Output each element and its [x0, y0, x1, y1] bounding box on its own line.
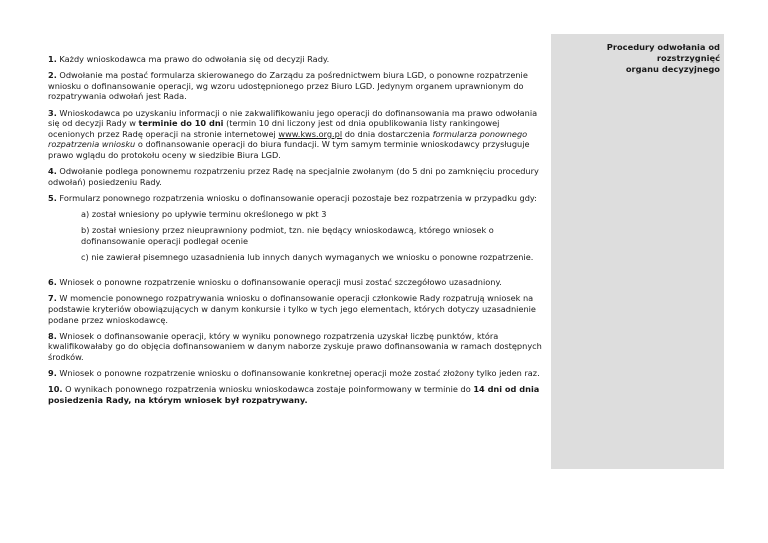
paragraph-number: 10.: [48, 384, 63, 395]
document-body: [48, 54, 544, 411]
paragraph-text: Każdy wnioskodawca ma prawo do odwołania się od decyzji Rady.: [56, 54, 330, 64]
paragraph-9: [48, 368, 544, 379]
paragraph-number: 8.: [48, 330, 57, 341]
paragraph-text: Wniosek o ponowne rozpatrzenie wniosku o dofinansowanie operacji musi zostać szczegółowo uzasadniony.: [56, 277, 502, 288]
paragraph-7: [48, 293, 544, 325]
paragraph-text: W momencie ponownego rozpatrywania wniosku o dofinansowanie operacji członkowie Rady rozpatrują wniosek na podstawie kryteriów obowiązujących w danym konkursie i tylko w tych jego elementach, których dotyczy uzasadnienie podane przez wnioskodawcę.: [48, 293, 536, 325]
spacer: [48, 268, 544, 277]
paragraph-text: do dnia dostarczenia: [342, 128, 433, 139]
website-link[interactable]: www.kws.org.pl: [278, 128, 343, 139]
paragraph-text: (termin 10 dni liczony jest od dnia opublikowania listy rankingowej ocenionych przez Radę operacji na stronie internetowej: [48, 118, 500, 139]
paragraph-1: [48, 54, 544, 65]
paragraph-10: [48, 384, 544, 405]
paragraph-number: 4.: [48, 166, 57, 177]
deadline-emphasis: terminie do 10 dni: [138, 118, 224, 129]
paragraph-text: Wniosek o dofinansowanie operacji, który w wyniku ponownego rozpatrzenia uzyskał liczbę punktów, która kwalifikowałaby go do objęcia dofinansowaniem w danym naborze zyskuje prawo dofinansowania w ramach dostępnych środków.: [48, 330, 542, 362]
paragraph-number: 3.: [48, 107, 57, 118]
paragraph-6: [48, 277, 544, 288]
paragraph-4: [48, 166, 544, 187]
paragraph-text: Odwołanie ma postać formularza skierowanego do Zarządu za pośrednictwem biura LGD, o ponowne rozpatrzenie wniosku o dofinansowanie operacji, wg wzoru udostępnionego przez Biuro LGD. Jedynym organem uprawnionym do rozpatrywania odwołań jest Rada.: [48, 70, 528, 102]
paragraph-3: [48, 108, 544, 161]
paragraph-number: 1.: [48, 54, 57, 64]
paragraph-number: 6.: [48, 277, 57, 288]
paragraph-5: [48, 193, 544, 204]
sidebar-title-line: Procedury odwołania od rozstrzygnięć: [606, 42, 720, 63]
paragraph-8: [48, 331, 544, 363]
sidebar-title-line: organu decyzyjnego: [625, 63, 720, 74]
form-name-emphasis: formularza ponownego rozpatrzenia wniosku: [48, 128, 528, 150]
paragraph-text: Odwołanie podlega ponownemu rozpatrzeniu przez Radę na specjalnie zwołanym (do 5 dni po zamknięciu procedury odwołań) posiedzeniu Rady.: [48, 166, 539, 187]
list-item-a: a) został wniesiony po upływie terminu określonego w pkt 3: [81, 209, 327, 220]
list-item-c: c) nie zawierał pisemnego uzasadnienia lub innych danych wymaganych we wniosku o ponowne rozpatrzenie.: [81, 252, 534, 263]
list-item-b: b) został wniesiony przez nieuprawniony podmiot, tzn. nie będący wnioskodawcą, którego wniosek o dofinansowanie operacji podlegał ocenie: [81, 225, 494, 246]
paragraph-text: Wnioskodawca po uzyskaniu informacji o nie zakwalifikowaniu jego operacji do dofinansowania ma prawo odwołania się od decyzji Rady w: [48, 107, 538, 129]
paragraph-text: Wniosek o ponowne rozpatrzenie wniosku o dofinansowanie konkretnej operacji może zostać złożony tylko jeden raz.: [56, 368, 540, 379]
sidebar-title: [559, 42, 720, 74]
paragraph-number: 9.: [48, 368, 57, 379]
paragraph-number: 5.: [48, 192, 57, 203]
notification-deadline-emphasis: 14 dni od dnia posiedzenia Rady, na którym wniosek był rozpatrywany.: [48, 384, 540, 405]
sidebar-panel: [551, 34, 724, 469]
paragraph-text: o dofinansowanie operacji do biura fundacji. W tym samym terminie wnioskodawcy przysługuje prawo wglądu do protokołu oceny w siedzibie Biura LGD.: [48, 139, 530, 160]
paragraph-2: [48, 70, 544, 102]
paragraph-number: 7.: [48, 293, 57, 304]
paragraph-text: Formularz ponownego rozpatrzenia wniosku o dofinansowanie operacji pozostaje bez rozpatrzenia w przypadku gdy:: [56, 192, 537, 203]
paragraph-number: 2.: [48, 70, 57, 81]
paragraph-text: O wynikach ponownego rozpatrzenia wniosku wnioskodawca zostaje poinformowany w terminie do: [62, 384, 474, 395]
